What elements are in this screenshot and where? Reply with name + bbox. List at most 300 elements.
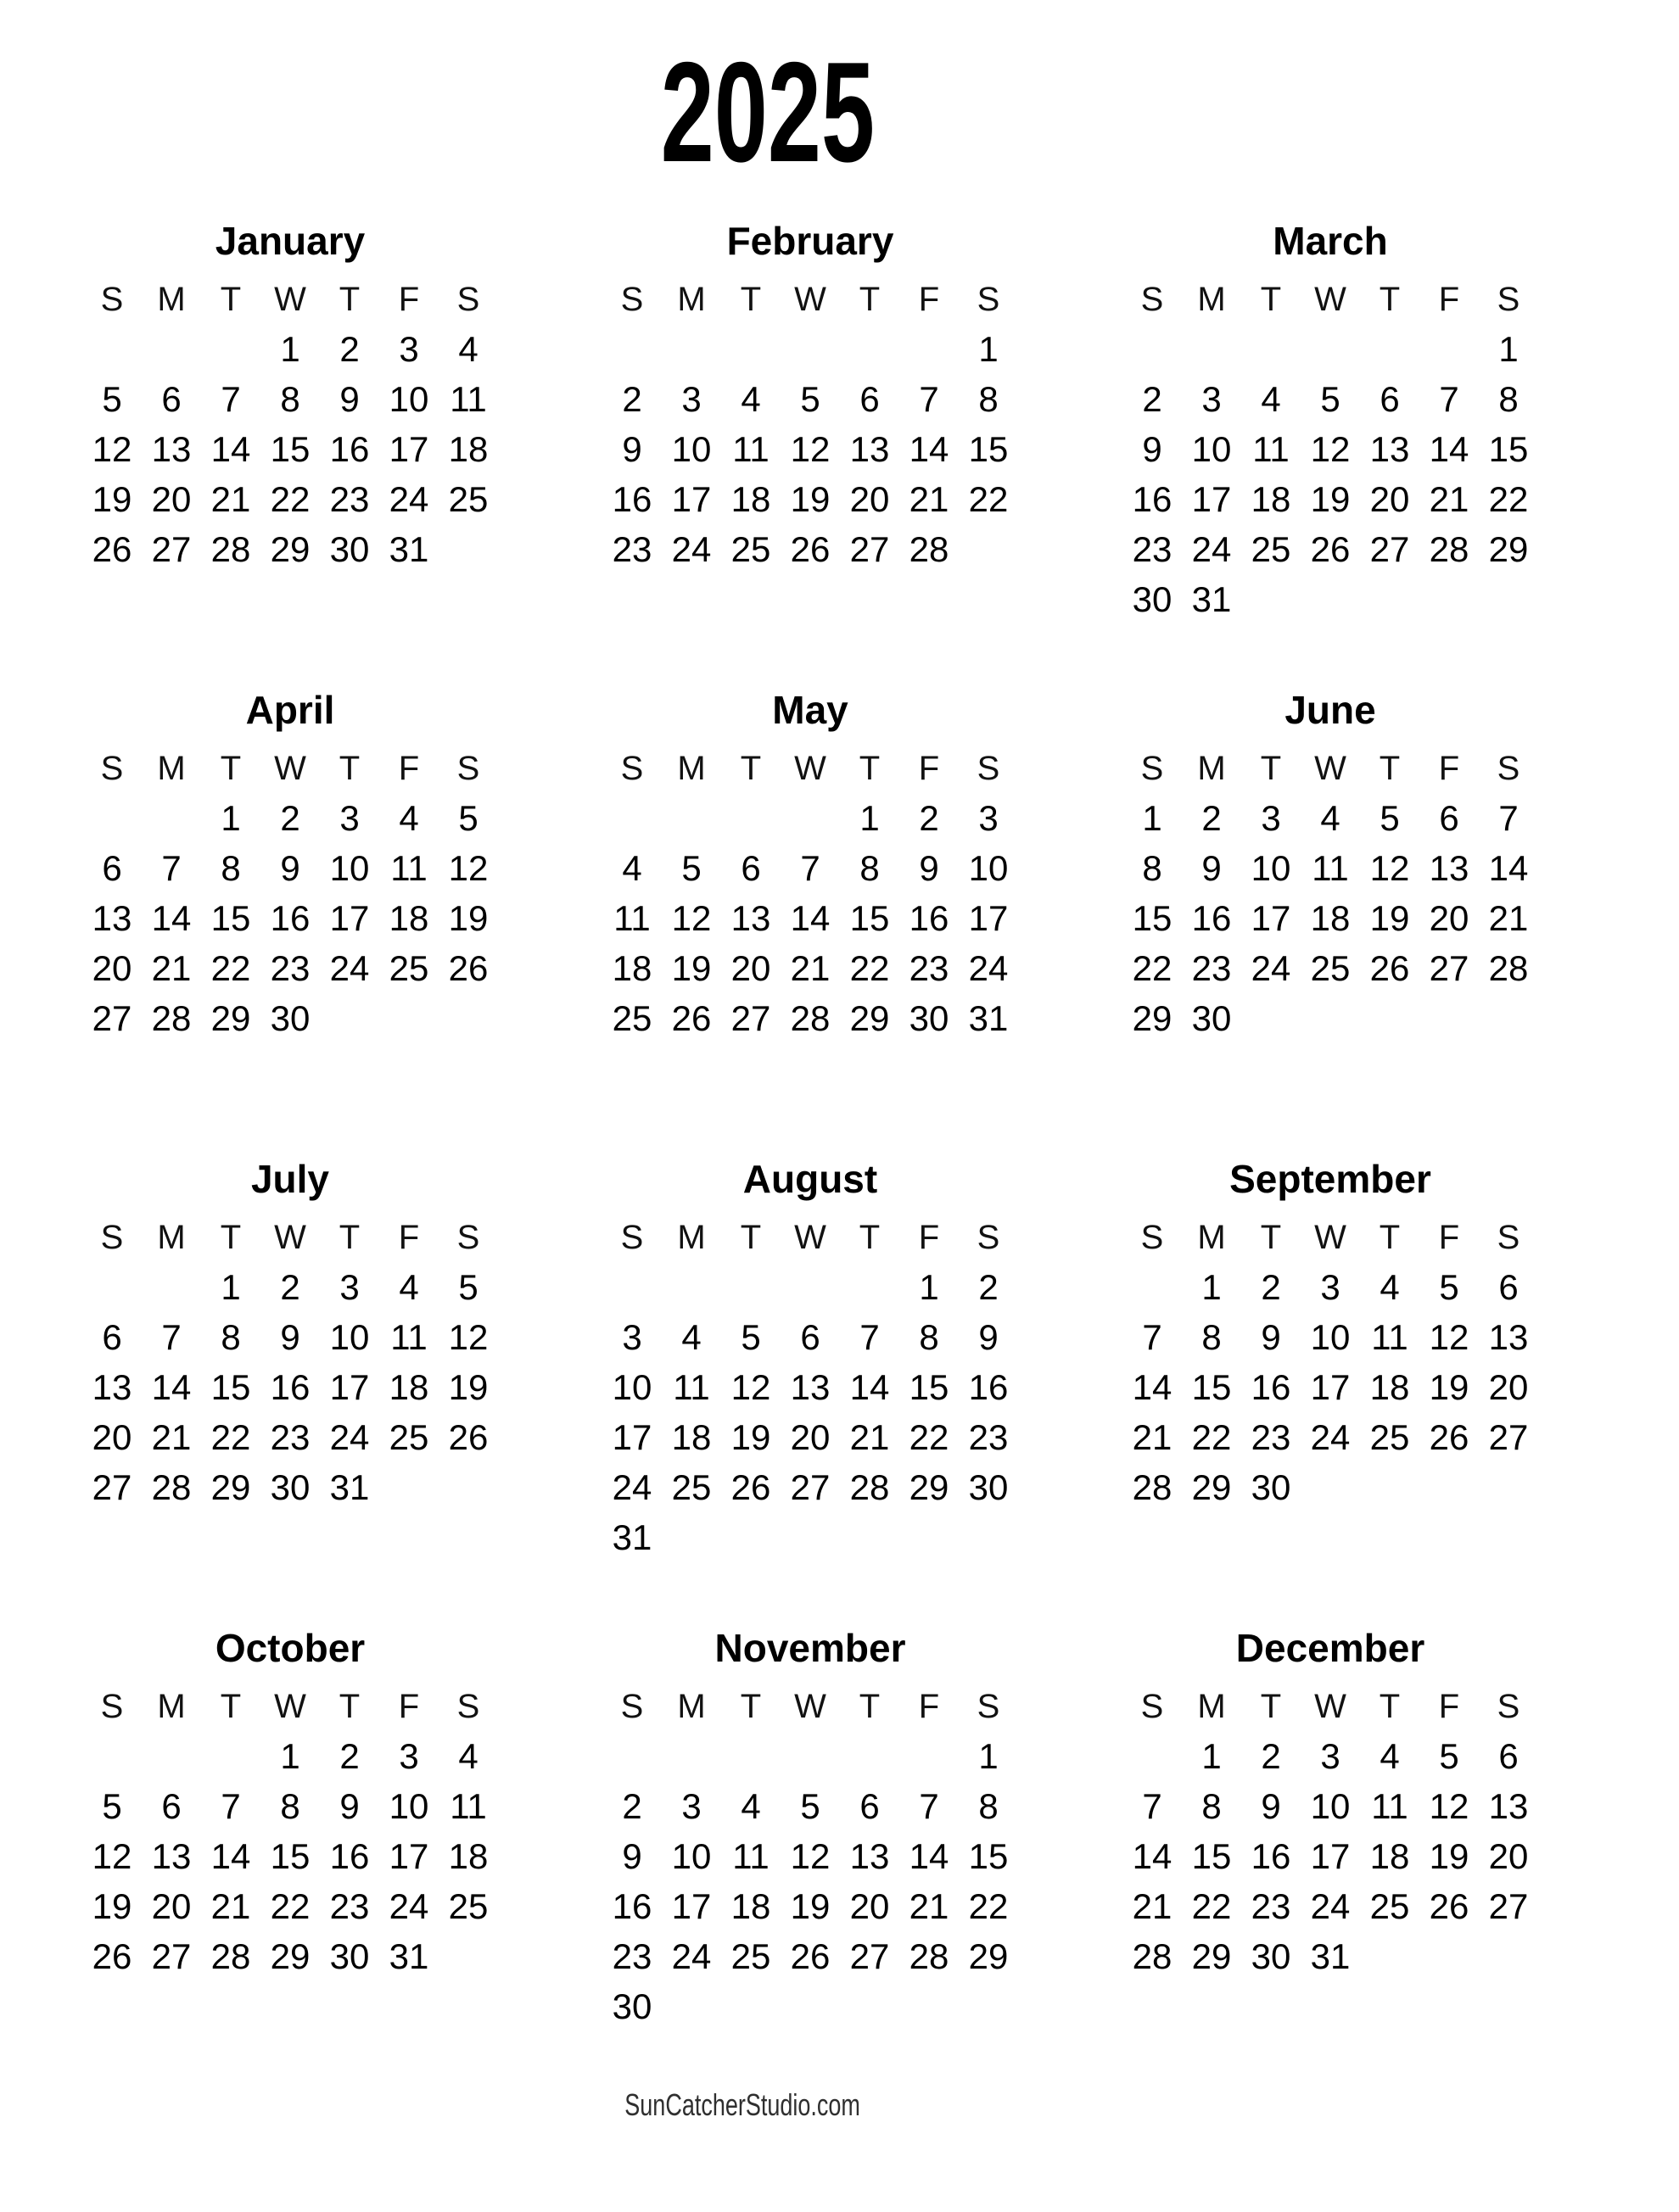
date-cell: 27 — [730, 997, 771, 1038]
empty-cell — [1241, 574, 1301, 624]
date-cell: 5 — [458, 1266, 479, 1307]
date-cell: 1 — [221, 1266, 241, 1307]
month-april — [82, 690, 498, 1093]
date-cell: 8 — [221, 1316, 241, 1357]
date-cell: 26 — [1429, 1885, 1469, 1926]
date-cell: 24 — [1310, 1416, 1351, 1457]
date-cell: 7 — [919, 378, 939, 419]
empty-cell — [1479, 1931, 1538, 1981]
date-cell: 26 — [448, 1416, 489, 1457]
date-cell: 5 — [681, 847, 702, 888]
date-cell: 19 — [790, 1885, 831, 1926]
empty-cell — [1122, 1043, 1182, 1093]
date-cell: 27 — [790, 1466, 831, 1507]
empty-cell — [1122, 1731, 1182, 1781]
empty-cell — [82, 1731, 142, 1781]
date-cell: 6 — [741, 847, 761, 888]
weekday-label: T — [339, 1687, 361, 1725]
date-cell: 30 — [329, 1936, 370, 1976]
month-july — [82, 1159, 498, 1562]
empty-cell — [899, 1043, 959, 1093]
month-title: December — [1235, 1626, 1425, 1670]
dates-grid — [602, 1731, 1018, 2031]
date-cell: 29 — [270, 1936, 311, 1976]
weekday-label: F — [398, 280, 420, 318]
date-cell: 31 — [1310, 1936, 1351, 1976]
empty-cell — [201, 574, 260, 624]
empty-cell — [142, 1512, 201, 1562]
date-cell: 8 — [1498, 378, 1519, 419]
weekday-label: W — [1314, 1687, 1346, 1725]
date-cell: 24 — [1191, 528, 1232, 569]
date-cell: 23 — [612, 1936, 652, 1976]
weekday-label: F — [918, 1687, 940, 1725]
date-cell: 28 — [210, 1936, 251, 1976]
date-cell: 26 — [92, 528, 132, 569]
date-cell: 3 — [681, 1785, 702, 1826]
empty-cell — [439, 524, 498, 574]
empty-cell — [781, 574, 840, 624]
date-cell: 13 — [1369, 428, 1410, 469]
date-cell: 12 — [790, 1835, 831, 1876]
date-cell: 3 — [1320, 1266, 1340, 1307]
date-cell: 5 — [800, 378, 820, 419]
date-cell: 21 — [1132, 1885, 1173, 1926]
weekday-label: F — [398, 1687, 420, 1725]
date-cell: 18 — [730, 1885, 771, 1926]
empty-cell — [1301, 1462, 1360, 1512]
date-cell: 27 — [1488, 1416, 1529, 1457]
date-cell: 11 — [732, 1835, 770, 1876]
date-cell: 21 — [1132, 1416, 1173, 1457]
weekday-label: W — [794, 1687, 826, 1725]
empty-cell — [662, 1731, 721, 1781]
date-cell: 17 — [1310, 1366, 1351, 1407]
date-cell: 13 — [849, 1835, 890, 1876]
empty-cell — [840, 1981, 899, 2031]
empty-cell — [1241, 993, 1301, 1043]
empty-cell — [260, 1043, 320, 1093]
date-cell: 1 — [280, 1735, 300, 1776]
empty-cell — [721, 574, 781, 624]
empty-cell — [781, 1512, 840, 1562]
empty-cell — [142, 574, 201, 624]
empty-cell — [82, 1262, 142, 1312]
date-cell: 12 — [448, 1316, 489, 1357]
dates-grid — [82, 793, 498, 1093]
date-cell: 23 — [909, 947, 949, 988]
date-cell: 2 — [978, 1266, 999, 1307]
date-cell: 20 — [730, 947, 771, 988]
empty-cell — [1479, 993, 1538, 1043]
date-cell: 3 — [622, 1316, 642, 1357]
date-cell: 11 — [1371, 1785, 1408, 1826]
empty-cell — [662, 1262, 721, 1312]
date-cell: 20 — [92, 947, 132, 988]
date-cell: 8 — [1201, 1316, 1222, 1357]
dates-grid — [1122, 324, 1538, 624]
empty-cell — [1301, 993, 1360, 1043]
date-cell: 2 — [339, 328, 360, 369]
empty-cell — [1360, 1931, 1419, 1981]
date-cell: 13 — [1488, 1316, 1529, 1357]
empty-cell — [379, 1043, 439, 1093]
date-cell: 12 — [730, 1366, 771, 1407]
month-title: September — [1229, 1157, 1431, 1201]
date-cell: 12 — [448, 847, 489, 888]
date-cell: 14 — [151, 1366, 192, 1407]
date-cell: 24 — [389, 478, 429, 519]
date-cell: 31 — [612, 1517, 652, 1557]
empty-cell — [1182, 324, 1241, 374]
date-cell: 22 — [210, 1416, 251, 1457]
date-cell: 17 — [671, 478, 712, 519]
date-cell: 27 — [92, 1466, 132, 1507]
empty-cell — [260, 1981, 320, 2031]
weekday-label: T — [1260, 1687, 1282, 1725]
date-cell: 9 — [1261, 1785, 1281, 1826]
empty-cell — [1360, 324, 1419, 374]
date-cell: 29 — [1191, 1466, 1232, 1507]
date-cell: 26 — [448, 947, 489, 988]
date-cell: 28 — [1132, 1936, 1173, 1976]
month-title: February — [726, 219, 894, 263]
date-cell: 26 — [730, 1466, 771, 1507]
date-cell: 28 — [210, 528, 251, 569]
date-cell: 15 — [1488, 428, 1529, 469]
weekday-label: S — [620, 749, 644, 787]
date-cell: 14 — [909, 428, 949, 469]
date-cell: 7 — [800, 847, 820, 888]
date-cell: 1 — [1201, 1266, 1222, 1307]
date-cell: 15 — [1191, 1835, 1232, 1876]
date-cell: 9 — [1261, 1316, 1281, 1357]
date-cell: 27 — [1429, 947, 1469, 988]
month-title: November — [714, 1626, 906, 1670]
empty-cell — [82, 574, 142, 624]
date-cell: 25 — [730, 1936, 771, 1976]
date-cell: 20 — [849, 478, 890, 519]
date-cell: 1 — [978, 1735, 999, 1776]
date-cell: 5 — [1380, 797, 1400, 838]
date-cell: 28 — [1429, 528, 1469, 569]
date-cell: 18 — [448, 428, 489, 469]
weekday-label: F — [1438, 1687, 1460, 1725]
weekday-label: T — [1379, 1218, 1401, 1256]
empty-cell — [82, 324, 142, 374]
date-cell: 23 — [329, 1885, 370, 1926]
date-cell: 14 — [210, 428, 251, 469]
date-cell: 18 — [448, 1835, 489, 1876]
date-cell: 7 — [1142, 1316, 1162, 1357]
empty-cell — [439, 993, 498, 1043]
weekday-label: T — [859, 1218, 881, 1256]
empty-cell — [1301, 324, 1360, 374]
date-cell: 25 — [448, 1885, 489, 1926]
date-cell: 18 — [1369, 1835, 1410, 1876]
date-cell: 12 — [1310, 428, 1351, 469]
date-cell: 6 — [1498, 1266, 1519, 1307]
date-cell: 28 — [151, 997, 192, 1038]
weekday-label: M — [677, 749, 706, 787]
weekday-label: W — [274, 1687, 306, 1725]
date-cell: 24 — [1310, 1885, 1351, 1926]
date-cell: 29 — [1191, 1936, 1232, 1976]
date-cell: 11 — [390, 847, 428, 888]
empty-cell — [1241, 1043, 1301, 1093]
date-cell: 21 — [1429, 478, 1469, 519]
date-cell: 30 — [270, 1466, 311, 1507]
date-cell: 11 — [450, 378, 487, 419]
empty-cell — [82, 1512, 142, 1562]
date-cell: 4 — [622, 847, 642, 888]
empty-cell — [1360, 1462, 1419, 1512]
date-cell: 13 — [1488, 1785, 1529, 1826]
empty-cell — [379, 1981, 439, 2031]
date-cell: 18 — [671, 1416, 712, 1457]
month-title: August — [742, 1157, 878, 1201]
empty-cell — [201, 324, 260, 374]
empty-cell — [721, 1262, 781, 1312]
date-cell: 23 — [329, 478, 370, 519]
month-february — [602, 221, 1018, 624]
date-cell: 27 — [151, 1936, 192, 1976]
empty-cell — [439, 574, 498, 624]
dates-grid — [1122, 793, 1538, 1093]
date-cell: 5 — [458, 797, 479, 838]
date-cell: 18 — [730, 478, 771, 519]
weekday-label: F — [1438, 1218, 1460, 1256]
empty-cell — [142, 1981, 201, 2031]
date-cell: 14 — [1132, 1835, 1173, 1876]
date-cell: 8 — [978, 378, 999, 419]
date-cell: 1 — [1201, 1735, 1222, 1776]
date-cell: 16 — [968, 1366, 1009, 1407]
weekday-label: M — [677, 1687, 706, 1725]
empty-cell — [662, 1981, 721, 2031]
date-cell: 7 — [919, 1785, 939, 1826]
date-cell: 15 — [849, 897, 890, 938]
date-cell: 17 — [1251, 897, 1291, 938]
date-cell: 31 — [329, 1466, 370, 1507]
date-cell: 30 — [909, 997, 949, 1038]
date-cell: 29 — [968, 1936, 1009, 1976]
empty-cell — [840, 1262, 899, 1312]
date-cell: 25 — [1251, 528, 1291, 569]
date-cell: 15 — [968, 1835, 1009, 1876]
date-cell: 7 — [1439, 378, 1459, 419]
date-cell: 30 — [968, 1466, 1009, 1507]
empty-cell — [439, 1043, 498, 1093]
date-cell: 21 — [151, 947, 192, 988]
date-cell: 25 — [1369, 1416, 1410, 1457]
weekday-label: W — [1314, 1218, 1346, 1256]
weekday-label: S — [1140, 1218, 1164, 1256]
empty-cell — [1301, 1981, 1360, 2031]
date-cell: 19 — [790, 478, 831, 519]
weekday-label: F — [398, 1218, 420, 1256]
date-cell: 9 — [280, 1316, 300, 1357]
empty-cell — [959, 1981, 1018, 2031]
empty-cell — [1182, 1981, 1241, 2031]
date-cell: 17 — [612, 1416, 652, 1457]
date-cell: 6 — [102, 1316, 122, 1357]
empty-cell — [379, 1512, 439, 1562]
date-cell: 11 — [390, 1316, 428, 1357]
month-title: April — [245, 688, 335, 732]
empty-cell — [899, 1981, 959, 2031]
date-cell: 21 — [909, 1885, 949, 1926]
date-cell: 4 — [399, 797, 419, 838]
empty-cell — [781, 324, 840, 374]
date-cell: 8 — [280, 378, 300, 419]
date-cell: 13 — [92, 897, 132, 938]
date-cell: 3 — [681, 378, 702, 419]
date-cell: 4 — [399, 1266, 419, 1307]
date-cell: 8 — [859, 847, 880, 888]
date-cell: 13 — [151, 1835, 192, 1876]
date-cell: 1 — [221, 797, 241, 838]
date-cell: 13 — [1429, 847, 1469, 888]
date-cell: 21 — [790, 947, 831, 988]
date-cell: 4 — [741, 378, 761, 419]
weekday-label: S — [1140, 280, 1164, 318]
empty-cell — [260, 1512, 320, 1562]
date-cell: 9 — [280, 847, 300, 888]
date-cell: 27 — [92, 997, 132, 1038]
date-cell: 8 — [978, 1785, 999, 1826]
date-cell: 4 — [681, 1316, 702, 1357]
date-cell: 8 — [221, 847, 241, 888]
date-cell: 22 — [1191, 1885, 1232, 1926]
date-cell: 26 — [790, 1936, 831, 1976]
date-cell: 19 — [1310, 478, 1351, 519]
date-cell: 14 — [1488, 847, 1529, 888]
date-cell: 18 — [1251, 478, 1291, 519]
weekday-label: W — [1314, 749, 1346, 787]
weekday-label: M — [157, 1218, 186, 1256]
date-cell: 2 — [280, 797, 300, 838]
empty-cell — [1122, 1512, 1182, 1562]
weekday-label: F — [1438, 280, 1460, 318]
empty-cell — [781, 1043, 840, 1093]
empty-cell — [201, 1731, 260, 1781]
date-cell: 16 — [1132, 478, 1173, 519]
date-cell: 21 — [151, 1416, 192, 1457]
dates-grid — [82, 1262, 498, 1562]
date-cell: 12 — [671, 897, 712, 938]
weekday-label: S — [456, 1687, 480, 1725]
empty-cell — [82, 1981, 142, 2031]
date-cell: 30 — [270, 997, 311, 1038]
date-cell: 15 — [909, 1366, 949, 1407]
empty-cell — [721, 1043, 781, 1093]
date-cell: 23 — [270, 947, 311, 988]
date-cell: 18 — [612, 947, 652, 988]
weekday-label: M — [157, 1687, 186, 1725]
date-cell: 22 — [270, 1885, 311, 1926]
date-cell: 1 — [978, 328, 999, 369]
date-cell: 2 — [339, 1735, 360, 1776]
date-cell: 5 — [1439, 1266, 1459, 1307]
date-cell: 10 — [968, 847, 1009, 888]
date-cell: 19 — [1369, 897, 1410, 938]
date-cell: 5 — [102, 378, 122, 419]
date-cell: 15 — [210, 1366, 251, 1407]
weekday-header-row — [602, 1681, 1018, 1731]
date-cell: 14 — [790, 897, 831, 938]
date-cell: 16 — [612, 478, 652, 519]
date-cell: 22 — [1191, 1416, 1232, 1457]
weekday-label: T — [1260, 749, 1282, 787]
date-cell: 9 — [622, 428, 642, 469]
date-cell: 17 — [671, 1885, 712, 1926]
date-cell: 4 — [1320, 797, 1340, 838]
date-cell: 12 — [1429, 1316, 1469, 1357]
weekday-label: T — [740, 1687, 762, 1725]
weekday-label: T — [220, 1218, 242, 1256]
empty-cell — [959, 524, 1018, 574]
date-cell: 7 — [161, 847, 182, 888]
weekday-header-row — [602, 1212, 1018, 1262]
date-cell: 16 — [270, 897, 311, 938]
weekday-label: F — [918, 280, 940, 318]
weekday-header-row — [1122, 274, 1538, 324]
date-cell: 11 — [450, 1785, 487, 1826]
date-cell: 26 — [790, 528, 831, 569]
weekday-label: W — [1314, 280, 1346, 318]
dates-grid — [602, 1262, 1018, 1562]
date-cell: 18 — [1310, 897, 1351, 938]
empty-cell — [320, 574, 379, 624]
weekday-label: T — [220, 749, 242, 787]
date-cell: 30 — [1251, 1936, 1291, 1976]
date-cell: 7 — [859, 1316, 880, 1357]
weekday-label: S — [100, 1687, 124, 1725]
empty-cell — [1419, 1981, 1479, 2031]
empty-cell — [379, 574, 439, 624]
weekday-label: S — [456, 1218, 480, 1256]
date-cell: 31 — [389, 1936, 429, 1976]
date-cell: 12 — [92, 428, 132, 469]
date-cell: 22 — [968, 1885, 1009, 1926]
weekday-label: F — [918, 1218, 940, 1256]
weekday-label: T — [1379, 280, 1401, 318]
weekday-label: S — [1140, 749, 1164, 787]
date-cell: 27 — [1488, 1885, 1529, 1926]
date-cell: 28 — [1132, 1466, 1173, 1507]
date-cell: 9 — [978, 1316, 999, 1357]
empty-cell — [840, 1043, 899, 1093]
month-october — [82, 1628, 498, 2031]
date-cell: 13 — [92, 1366, 132, 1407]
weekday-label: S — [100, 749, 124, 787]
date-cell: 28 — [849, 1466, 890, 1507]
weekday-label: S — [977, 1218, 1000, 1256]
date-cell: 19 — [92, 478, 132, 519]
weekday-label: M — [157, 749, 186, 787]
empty-cell — [840, 574, 899, 624]
weekday-label: T — [339, 1218, 361, 1256]
date-cell: 7 — [1498, 797, 1519, 838]
date-cell: 30 — [1191, 997, 1232, 1038]
empty-cell — [201, 1043, 260, 1093]
empty-cell — [781, 1262, 840, 1312]
date-cell: 15 — [1132, 897, 1173, 938]
month-title: July — [250, 1157, 330, 1201]
date-cell: 27 — [151, 528, 192, 569]
weekday-label: M — [1197, 1687, 1226, 1725]
